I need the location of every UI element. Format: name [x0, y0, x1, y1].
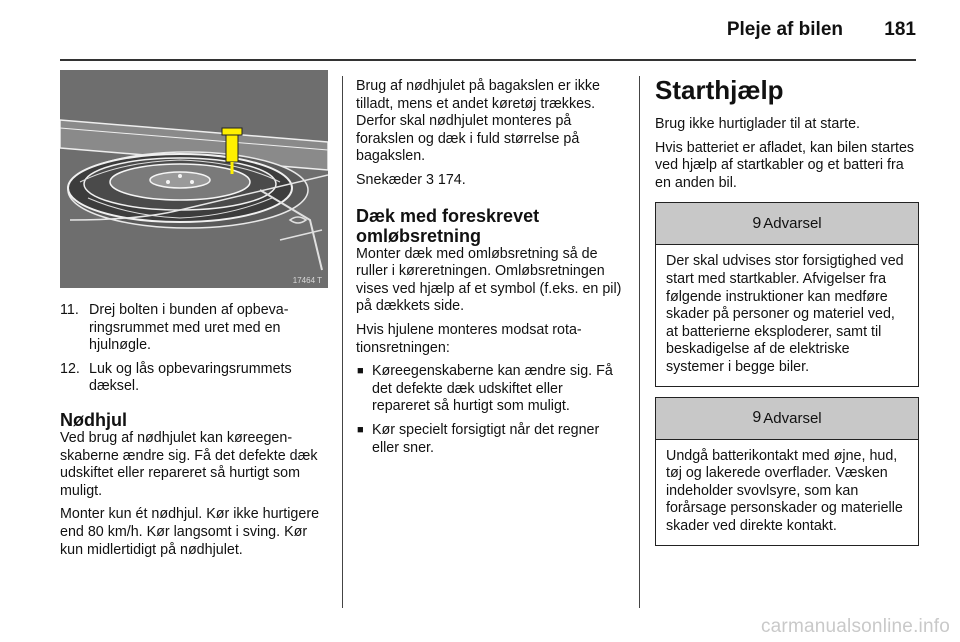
bullet-text: Kør specielt forsigtigt når det regner eller sner. — [372, 421, 600, 456]
step-text: Drej bolten i bunden af opbevaringsrummet med uret med en hjulnøgle. — [89, 302, 289, 354]
warning-triangle-icon: 9 — [752, 214, 762, 232]
warning-triangle-icon: 9 — [752, 409, 762, 427]
section-heading-rotation: Dæk med foreskrevet omløbsretning — [356, 205, 540, 246]
warning-header — [656, 203, 918, 245]
warning-header — [656, 398, 918, 440]
step-11 — [60, 302, 328, 355]
paragraph: Hvis batteriet er afladet, kan bilen startes ved hjælp af startkabler og et batteri fra en anden bil. — [655, 139, 915, 191]
bullet-square-icon: ■ — [357, 365, 364, 378]
watermark: carmanualsonline.info — [760, 616, 950, 637]
warning-text: Undgå batterikontakt med øjne, hud, tøj og lakerede overflader. Væsken indeholder svovlsyre, som kan forårsage personskader og materielle skader ved direkte kontakt. — [666, 447, 903, 534]
page-number: 181 — [884, 19, 916, 40]
step-text: Luk og lås opbevaringsrummets dæksel. — [89, 360, 292, 395]
step-number: 12. — [60, 360, 80, 377]
bullet-square-icon: ■ — [357, 423, 364, 436]
paragraph: Monter dæk med omløbsretning så de ruller i køreretningen. Omløbsretningen vises ved hjælp af et symbol (f.eks. en pil) på dækkets side. — [356, 245, 622, 315]
spare-wheel-illustration — [60, 70, 328, 288]
list-item — [356, 422, 624, 457]
warning-box — [655, 397, 919, 546]
paragraph: Brug af nødhjulet på bagakslen er ikke tilladt, mens et andet køretøj trækkes. Derfor skal nødhjulet monteres på forakslen og dæk i fuld størrelse på bagakslen. — [356, 78, 600, 165]
page-title: Pleje af bilen — [726, 19, 843, 40]
list-item — [356, 363, 624, 416]
crossref-page-link[interactable]: 174. — [437, 171, 466, 188]
section-heading-spare-wheel: Nødhjul — [60, 409, 127, 430]
step-12 — [60, 361, 328, 396]
figure-code: 17464 T — [292, 276, 322, 285]
step-number: 11. — [60, 302, 79, 318]
bullet-text: Køreegenskaberne kan ændre sig. Få det defekte dæk udskiftet eller repareret så hurtigt som muligt. — [372, 363, 613, 415]
crossref-paragraph — [356, 172, 624, 190]
column-middle — [356, 78, 624, 463]
warning-text: Der skal udvises stor forsigtighed ved start med startkabler. Afvigelser fra følgende instruktioner kan medføre skader på personer og materiel ved, at batterierne eksploderer, samt til beskadigelse af de elektriske systemer i begge biler. — [666, 253, 904, 375]
section-heading-jump-start: Starthjælp — [655, 75, 784, 105]
warning-label: Advarsel — [763, 409, 822, 427]
column-left — [60, 70, 328, 565]
header-rule — [60, 59, 916, 61]
paragraph: Brug ikke hurtiglader til at starte. — [655, 116, 861, 132]
warning-label: Advarsel — [763, 215, 822, 233]
spare-wheel-figure — [60, 70, 328, 288]
arrow-reference-icon: 3 — [425, 171, 434, 188]
crossref-text: Snekæder — [356, 171, 422, 188]
page-header — [0, 0, 960, 60]
column-divider — [639, 76, 640, 608]
paragraph: Ved brug af nødhjulet kan køreegenskaberne ændre sig. Få det defekte dæk udskiftet eller repareret så hurtigt som muligt. — [60, 429, 318, 499]
column-divider — [342, 76, 343, 608]
paragraph: Hvis hjulene monteres modsat rotationsretningen: — [356, 321, 582, 356]
paragraph: Monter kun ét nødhjul. Kør ikke hurtigere end 80 km/h. Kør langsomt i sving. Kør kun midlertidigt på nødhjulet. — [60, 506, 320, 558]
column-right — [655, 76, 919, 546]
warning-box — [655, 202, 919, 386]
